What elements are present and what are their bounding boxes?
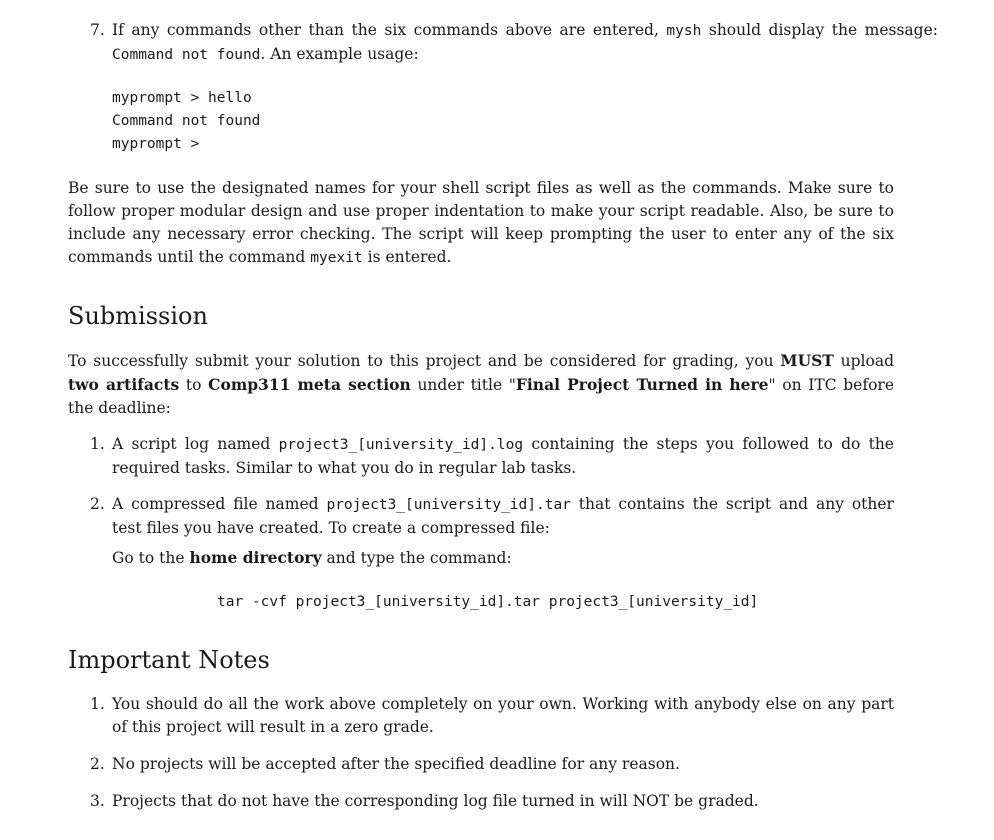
example-usage-block xyxy=(112,87,260,156)
item-text: A script log named xyxy=(112,435,271,453)
note-text: No projects will be accepted after the specified deadline for any reason. xyxy=(112,755,680,773)
list-item-7 xyxy=(68,19,938,67)
tar-command: tar -cvf project3_[university_id].tar project3_[university_id] xyxy=(217,594,759,610)
item-text: A compressed file named xyxy=(112,495,319,513)
item7-text-middle: should display the message: xyxy=(708,21,938,39)
submission-heading: Submission xyxy=(68,302,208,330)
para1-cmd: myexit xyxy=(310,250,363,266)
item-text: that contains the script and any other test files you have created. To create a compressed file: xyxy=(112,495,894,537)
note-text: You should do all the work above completely on your own. Working with anybody else on any part of this project will result in a zero grade. xyxy=(112,695,894,736)
intro-text: " on ITC before the deadline: xyxy=(68,376,894,417)
note-item-1 xyxy=(68,693,894,739)
intro-bold: two artifacts xyxy=(68,375,180,394)
intro-bold: Final Project Turned in here xyxy=(515,375,769,394)
submission-item-2 xyxy=(68,493,894,570)
list-number: 3. xyxy=(90,792,105,810)
example-line: Command not found xyxy=(112,113,261,129)
tar-filename: project3_[university_id].tar xyxy=(326,497,571,513)
note-item-2 xyxy=(68,753,894,776)
intro-text: to xyxy=(185,376,202,394)
example-line: myprompt > hello xyxy=(112,90,252,106)
submission-item-2-instruction xyxy=(112,546,894,570)
submission-intro xyxy=(68,349,894,420)
intro-bold: MUST xyxy=(780,351,834,370)
list-number: 1. xyxy=(90,435,105,453)
intro-bold: Comp311 meta section xyxy=(208,375,411,394)
list-number: 2. xyxy=(90,755,105,773)
intro-text: upload xyxy=(840,352,894,370)
example-line: myprompt > xyxy=(112,136,200,152)
note-item-3 xyxy=(68,790,894,813)
log-filename: project3_[university_id].log xyxy=(278,437,524,453)
item7-message: Command not found xyxy=(112,47,261,63)
item-text: containing the steps you followed to do the required tasks. Similar to what you do in regular lab tasks. xyxy=(112,435,894,477)
notes-list xyxy=(68,693,894,827)
item-text: and type the command: xyxy=(326,549,512,567)
list-number: 2. xyxy=(90,495,105,513)
important-notes-heading: Important Notes xyxy=(68,646,270,674)
item7-text-before: If any commands other than the six commands above are entered, xyxy=(112,21,659,39)
item7-text-after: . An example usage: xyxy=(260,45,419,63)
intro-text: under title " xyxy=(417,376,516,394)
intro-text: To successfully submit your solution to this project and be considered for grading, you xyxy=(68,352,774,370)
item-text: Go to the xyxy=(112,549,185,567)
submission-item-1 xyxy=(68,433,894,480)
instructions-paragraph xyxy=(68,177,894,270)
para1-text-before: Be sure to use the designated names for your shell script files as well as the commands. Make sure to follow proper modular design and use proper indentation to make your script readable. Also, be sure to include any necessary error checking. The script will keep prompting the user to enter any of the six commands until the command xyxy=(68,179,894,266)
para1-text-after: is entered. xyxy=(367,248,452,266)
submission-list xyxy=(68,433,894,583)
list-number: 7. xyxy=(90,21,105,39)
item7-cmd: mysh xyxy=(666,23,702,39)
item-bold: home directory xyxy=(189,548,322,567)
list-number: 1. xyxy=(90,695,105,713)
note-text: Projects that do not have the corresponding log file turned in will NOT be graded. xyxy=(112,792,759,810)
